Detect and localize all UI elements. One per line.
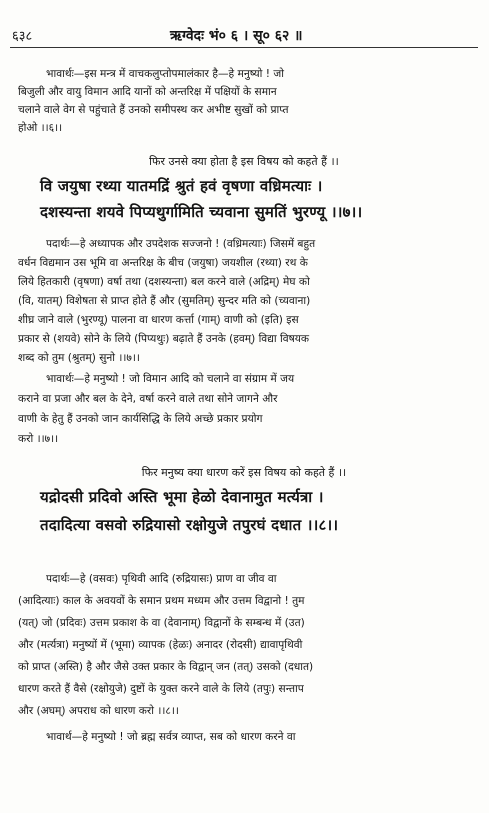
intro-7: फिर उनसे क्या होता है इस विषय को कहते हैं ।। — [149, 155, 339, 168]
padartha-7-line: पदार्थः—हे अध्यापक और उपदेशक सज्जनो ! (वध्रिमत्याः) जिसमें बहुत — [46, 238, 316, 250]
header-rule — [10, 47, 478, 48]
padartha-8-line: और (अघम्) अपराध को धारण करो ।।८।। — [18, 705, 179, 717]
padartha-8-line: (आदित्याः) काल के अवयवों के समान प्रथम मध्यम और उत्तम विद्वानो ! तुम — [18, 595, 305, 607]
padartha-7-line: लिये हितकारी (वृषणा) वर्षा तथा (दशस्यन्ता) बल करने वाले (अद्रिम्) मेघ को — [18, 276, 310, 288]
bhavartha-6-line: होओ ।।६।। — [18, 122, 63, 134]
intro-8: फिर मनुष्य क्या धारण करें इस विषय को कहते हैं ।। — [141, 466, 347, 479]
bhavartha-7-line: करो ।।७।। — [18, 433, 59, 445]
padartha-8-line: पदार्थः—हे (वसवः) पृथिवी आदि (रुद्रियासः) प्राण वा जीव वा — [46, 573, 277, 585]
padartha-7-line: वर्धन विद्यमान उस भूमि वा अन्तरिक्ष के बीच (जयुषा) जयशील (रथ्या) रथ के — [18, 257, 308, 269]
bhavartha-7-line: वाणी के हेतु हैं उनको जान कार्यसिद्धि के लिये अच्छे प्रकार प्रयोग — [18, 413, 263, 425]
bhavartha-6-line: बिजुली और वायु विमान आदि यानों को अन्तरिक्ष में पक्षियों के समान — [18, 86, 277, 98]
mantra-7-line: दशस्यन्ता शयवे पिप्यथुर्गामिति च्यवाना सुमतिं भुरण्यू ।।७।। — [40, 203, 363, 221]
running-title: ऋग्वेदः भं० ६ । सू० ६२ ॥ — [170, 28, 303, 44]
bhavartha-6-line: चलाने वाले वेग से पहुंचाते हैं उनको समीपस्थ कर अभीष्ट सुखों को प्राप्त — [18, 104, 289, 116]
padartha-8-line: और (मर्त्यत्रा) मनुष्यों में (भूमा) व्यापक (हेळः) अनादर (रोदसी) द्यावापृथिवी — [18, 639, 303, 651]
mantra-8-line: तदादित्या वसवो रुद्रियासो रक्षोयुजे तपुरघं दधात ।।८।। — [40, 516, 339, 534]
padartha-8-line: धारण करते हैं वैसे (रक्षोयुजे) दुष्टों के युक्त करने वाले के लिये (तपुः) सन्ताप — [18, 683, 304, 695]
bhavartha-8-line: भावार्थ—हे मनुष्यो ! जो ब्रह्म सर्वत्र व्याप्त, सब को धारण करने वा — [46, 731, 296, 743]
page-number: ६३८ — [12, 29, 33, 44]
bhavartha-7-line: कराने वा प्रजा और बल के देने, वर्षा करने वाले तथा सोने जागने और — [18, 393, 278, 405]
padartha-7-line: (वि, यातम्) विशेषता से प्राप्त होते हैं और (सुमतिम्) सुन्दर मति को (च्यवाना) — [18, 295, 311, 307]
bhavartha-6-line: भावार्थः—इस मन्त्र में वाचकलुप्तोपमालंकार है—हे मनुष्यो ! जो — [46, 68, 284, 80]
padartha-7-line: शीघ्र जाने वाले (भुरण्यू) पालना वा धारण कर्त्ता (गाम्) वाणी को (इति) इस — [18, 314, 299, 326]
bhavartha-7-line: भावार्थः—हे मनुष्यो ! जो विमान आदि को चलाने वा संग्राम में जय — [46, 373, 295, 385]
padartha-8-line: (यत्) जो (प्रदिवः) उत्तम प्रकाश के वा (देवानाम्) विद्वानों के सम्बन्ध में (उत) — [18, 617, 305, 629]
mantra-7-line: वि जयुषा रथ्या यातमद्रिं श्रुतं हवं वृषणा वध्रिमत्याः । — [40, 177, 323, 195]
mantra-8-line: यद्रोदसी प्रदिवो अस्ति भूमा हेळो देवानामुत मर्त्यत्रा । — [40, 488, 324, 506]
padartha-7-line: शब्द को तुम (श्रुतम्) सुनो ।।७।। — [18, 352, 140, 364]
padartha-7-line: प्रकार से (शयवे) सोने के लिये (पिप्यथुः) बढ़ाते हैं उनके (हवम्) विद्या विषयक — [18, 333, 310, 345]
padartha-8-line: को प्राप्त (अस्ति) है और जैसे उक्त प्रकार के विद्वान् जन (तत्) उसको (दधात) — [18, 661, 314, 673]
